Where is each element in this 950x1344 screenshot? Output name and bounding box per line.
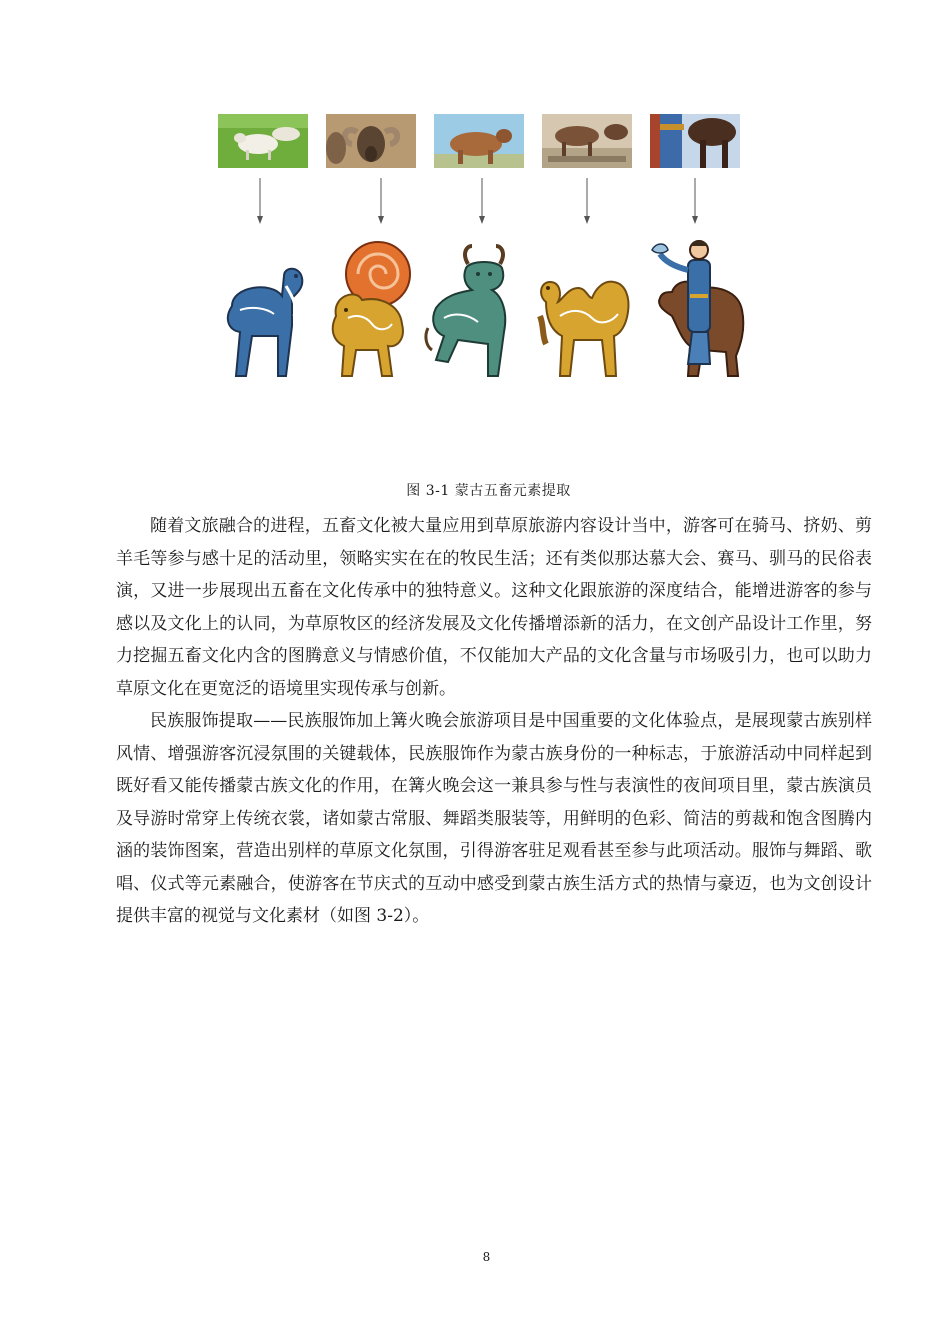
arrow-icon — [376, 178, 386, 226]
horse-photo — [650, 114, 740, 168]
paragraph: 随着文旅融合的进程，五畜文化被大量应用到草原旅游内容设计当中，游客可在骑马、挤奶、剪羊毛等参与感十足的活动里，领略实实在在的牧民生活；还有类似那达慕大会、赛马、驯马的民俗表演，又进一步展现出五畜在文化传承中的独特意义。这种文化跟旅游的深度结合，能增进游客的参与感以及文化上的认同，为草原牧区的经济发展及文化传播增添新的活力，在文创产品设计工作里，努力挖掘五畜文化内含的图腾意义与情感价值，不仅能加大产品的文化含量与市场吸引力，也可以助力草原文化在更宽泛的语境里实现传承与创新。 — [116, 516, 872, 699]
arrow-icon — [255, 178, 265, 226]
figure-3-1 — [0, 0, 950, 400]
cattle-photo — [434, 114, 524, 168]
camel-illustration — [532, 236, 642, 381]
sheep-photo — [218, 114, 308, 168]
cattle-illustration — [422, 236, 522, 381]
body-text — [116, 510, 872, 933]
arrow-icon — [582, 178, 592, 226]
figure-caption: 图 3-1 蒙古五畜元素提取 — [406, 483, 571, 499]
sheep-illustration — [212, 236, 312, 381]
arrow-icon — [477, 178, 487, 226]
horse-rider-illustration — [642, 236, 752, 381]
arrow-icon — [690, 178, 700, 226]
goat-illustration — [322, 236, 422, 381]
goat-photo — [326, 114, 416, 168]
page-number: 8 — [482, 1250, 491, 1264]
paragraph: 民族服饰提取——民族服饰加上篝火晚会旅游项目是中国重要的文化体验点，是展现蒙古族别样风情、增强游客沉浸氛围的关键载体，民族服饰作为蒙古族身份的一种标志，于旅游活动中同样起到既好看又能传播蒙古族文化的作用，在篝火晚会这一兼具参与性与表演性的夜间项目里，蒙古族演员及导游时常穿上传统衣裳，诸如蒙古常服、舞蹈类服装等，用鲜明的色彩、简洁的剪裁和饱含图腾内涵的装饰图案，营造出别样的草原文化氛围，引得游客驻足观看甚至参与此项活动。服饰与舞蹈、歌唱、仪式等元素融合，使游客在节庆式的互动中感受到蒙古族生活方式的热情与豪迈，也为文创设计提供丰富的视觉与文化素材（如图 3-2）。 — [116, 711, 872, 926]
camel-photo — [542, 114, 632, 168]
